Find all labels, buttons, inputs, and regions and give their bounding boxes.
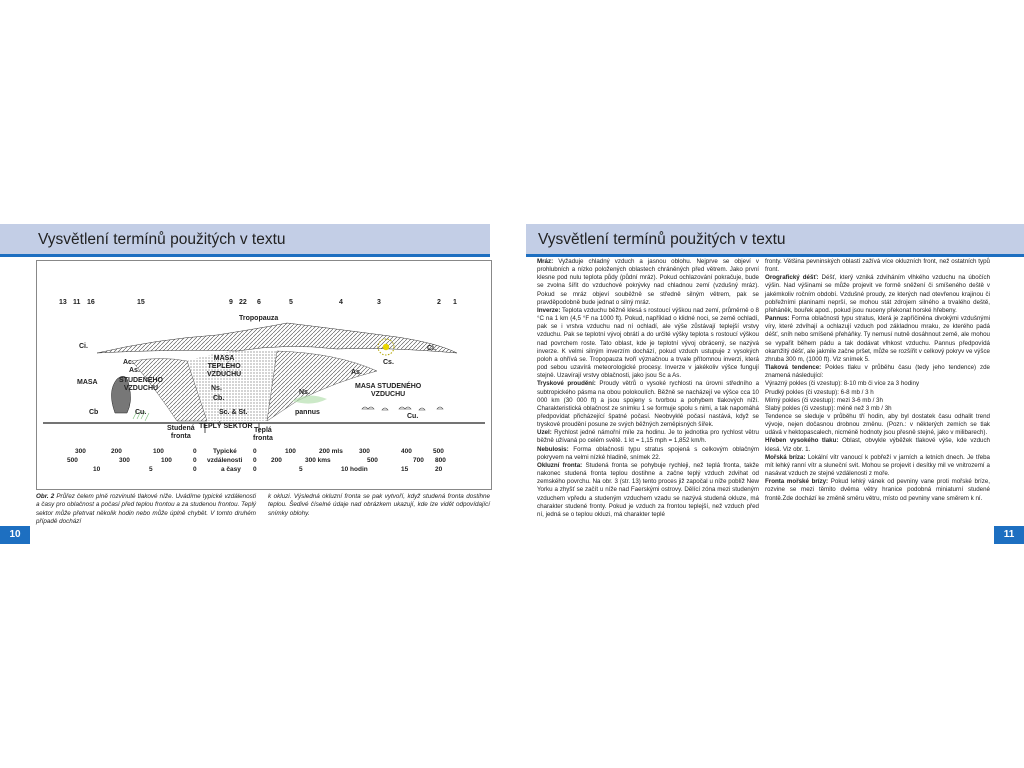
scale-value: 500 — [367, 457, 378, 464]
glossary-definition: Teplota vzduchu běžně klesá s rostoucí výškou nad zemí, průměrně o 8 °C na 1 km (4,5 °F na 1000 ft). Pokud, například o klidné noci, se země ochladí, pak se i vrstva vzduchu nad ní ochladí, ale výše zůstávají teplejší vrstvy vzduchu. Pak se teplotní vývoj obrátí a do určité výšky teplota s rostoucí výškou nad povrchem roste. Tato oblast, kde je teplotní vývoj obrácený, se nazývá inverze. K velmi silným inverzím dochází, pokud vzduch ustupuje z vysokých poloh a ohřívá se. Tropopauza tvoří význačnou a trvale přítomnou inverzi, která pod sebou uzavírá meteorologické procesy. Inverze v jakékoliv výšce fungují stejně. Uzavírají vrstvy oblačnosti, jako jsou Sc a As. — [537, 306, 759, 380]
glossary-definition: Tendence se sleduje v průběhu tří hodin, aby byl dostatek času odhalit trend vývoje, nejen dočasnou drobnou změnu. (Pozn.: v některých zemích se tlak udává v hektopascalech, nicméně hodnoty jsou přesně stejné, jako v milibarech). — [765, 412, 990, 437]
glossary-definition: Prudký pokles (či vzestup): 6-8 mb / 3 h — [765, 388, 874, 396]
snapshot-number: 9 — [229, 299, 233, 306]
scale-label: Typické — [213, 448, 237, 455]
stratocumulus-stratus-label: Sc. & St. — [219, 409, 248, 416]
glossary-definition: Déšť, který vzniká zdviháním vlhkého vzduchu na úbočích výšin. Nad výšinami se může projevit ve formě sněžení či smíšeného deště v jakémkoliv ročním období. Vzdušné proudy, ze kterých nad otevřenou krajinou či pobřežními planinami neprší, se mohou stát zdrojem silného a trvalého deště, přeháněk, bouřek apod., pokud jsou nuceny překonat horské hřebeny. — [765, 274, 991, 314]
cold-front-label: Studená fronta — [167, 425, 195, 440]
snapshot-number: 11 — [73, 299, 81, 306]
glossary-definition: Slabý pokles (či vzestup): méně než 3 mb / 3h — [765, 404, 892, 412]
snapshot-number: 22 — [239, 299, 247, 306]
scale-value: 20 — [435, 466, 443, 473]
snapshot-number: 5 — [289, 299, 293, 306]
glossary-entry — [765, 274, 990, 315]
scale-value: 400 — [401, 448, 412, 455]
scale-value: 100 — [153, 448, 164, 455]
altostratus-label-right: As. — [351, 369, 362, 376]
diagram-graphic — [37, 261, 491, 489]
scale-value: 700 — [413, 457, 424, 464]
glossary-entry — [537, 462, 759, 519]
tropopause-label: Tropopauza — [239, 315, 279, 322]
glossary-term: Mráz: — [537, 258, 554, 265]
pannus-label: pannus — [295, 409, 320, 416]
glossary-term: Okluzní fronta: — [537, 461, 583, 469]
caption-text: Průřez čelem plně rozvinuté tlakové níže. Uvádíme typické vzdálenosti a časy pro oblačnost a počasí před teplou frontou a za studenou frontou. Teplý sektor může přetrvat několik hodin nebo může úplně chybět. V tomto druhém případě dochází — [36, 493, 256, 526]
scale-value: 500 — [433, 448, 444, 455]
glossary-definition: fronty. Většina pevninských oblastí zažívá více okluzních front, než ostatních typů front. — [765, 258, 990, 274]
glossary-term: Pannus: — [765, 315, 790, 323]
glossary-term: Hřeben vysokého tlaku: — [765, 437, 839, 445]
snapshot-number: 13 — [59, 299, 67, 306]
glossary-term: Mořská bríza: — [765, 453, 806, 461]
scale-value: 15 — [401, 466, 409, 473]
scale-value: 0 — [193, 457, 197, 464]
scale-value: 0 — [253, 457, 257, 464]
scale-value: 0 — [253, 448, 257, 455]
cumulonimbus-label-left: Cb — [89, 409, 99, 416]
nimbostratus-label-right: Ns. — [299, 389, 310, 396]
scale-value: 300 — [75, 448, 86, 455]
glossary-entry — [765, 454, 990, 478]
glossary-entry — [765, 258, 990, 274]
cirrus-cloud-sheet — [97, 323, 457, 353]
tendency-line — [765, 389, 990, 397]
glossary-definition: Pokud lehký vánek od pevniny vane proti mořské bríze, rozvine se mezi těmito dvěma větry hranice podobná miniaturní studené frontě.Zde dochází ke změně směru větru, místo od pevniny vane směrem k ní. — [765, 478, 990, 502]
snapshot-number: 3 — [377, 299, 381, 306]
glossary-entry — [537, 446, 759, 462]
figure-caption-part1 — [36, 493, 256, 527]
cumulus-label-left: Cu. — [135, 409, 147, 416]
cumulus-label-right: Cu. — [407, 413, 419, 420]
scale-value: 10 hodin — [341, 466, 368, 473]
scale-value: 100 — [285, 448, 296, 455]
figure-caption-part2: k okluzi. Výsledná okluzní fronta se pak vytvoří, když studená fronta dostihne teplou. Šedivé číselné údaje nad obrázkem ukazují, kde lze vidět odpovídající snímky oblohy. — [268, 493, 490, 517]
warm-sector-label: TEPLÝ SEKTOR — [199, 423, 253, 430]
scale-value: 800 — [435, 457, 446, 464]
glossary-term: Fronta mořské brízy: — [765, 478, 829, 486]
glossary-definition: Forma oblačnosti typu stratus spojená s celkovým oblačným pokryvem na velmi nízké hladině, snímek 22. — [537, 445, 759, 461]
glossary-entry — [537, 380, 759, 429]
cirrus-label-left: Ci. — [79, 343, 88, 350]
right-page — [512, 0, 1024, 768]
scale-value: 500 — [67, 457, 78, 464]
glossary-term: Orografický déšť: — [765, 274, 819, 282]
scale-value: 0 — [253, 466, 257, 473]
glossary-definition: Lokální vítr vanoucí k pobřeží v jarních a letních dnech. Je třeba mít lehký ranní vítr a sluneční svit. Mohou se projevit i desítky mil ve vnitrozemí a nasávat vzduch ze stejné vzdálenosti z moře. — [765, 453, 990, 478]
snapshot-number: 16 — [87, 299, 95, 306]
scale-value: 300 kms — [305, 457, 331, 464]
scale-value: 0 — [193, 448, 197, 455]
figure-number: Obr. 2 — [36, 493, 55, 500]
glossary-definition: Vyžaduje chladný vzduch a jasnou oblohu. Nejprve se objeví v prohlubních a nízko položených oblastech chráněných před větrem. Jako první klesne pod nulu teplota půdy (půdní mráz). Pokud ochlazování pokračuje, bude se zvolna šířit do vzduchové pokrývky nad chladnou zemí (vzdušný mráz). Pokud se mráz objeví souběžně se středně silným větrem, pak se pravděpodobně bude jednat o silný mráz. — [537, 258, 759, 306]
scale-value: 100 — [161, 457, 172, 464]
warm-air-mass-label: MASA TEPLÉHO VZDUCHU — [207, 355, 242, 378]
scale-value: 0 — [193, 466, 197, 473]
glossary-entry — [765, 478, 990, 502]
scale-value: 200 — [271, 457, 282, 464]
glossary-definition: Proudy větrů o vysoké rychlosti na úrovni středního a subtropického pásma na obou polokoulích. Běžně se nacházejí ve výšce cca 10 000 km (30 000 ft) a jsou spojeny s tvorbou a pohybem tlakových níží. Charakteristická oblačnost ze snímku 1 se formuje spolu s nimi, a tak napomáhá předpovídat přicházející špatné počasí. Neobvyklé počasí nastává, když se tryskové proudění posune ze svých běžných zeměpisných šířek. — [537, 380, 760, 429]
glossary-entry — [537, 258, 759, 307]
glossary-definition: Studená fronta se pohybuje rychleji, než teplá fronta, takže nakonec studená fronta teplou dostihne a začne teplý vzduch zdvihat od zemského povrchu. Na obr. 3 (str. 13) tento proces již započal u níže poblíž New Yorku a zhyšť se začít u níže nad Faerskými ostrovy. Dělící zóna mezi studeným vzduchem vpředu a studeným vzduchem vzadu se nazývá studená okluze, má charakter studené fronty. Pokud je vzduch za frontou teplejší, než vzduch před ní, jedná se o teplou okluzi, má charakter teplé — [537, 461, 759, 518]
glossary-entry — [765, 364, 990, 380]
glossary-definition: Forma oblačnosti typu stratus, která je zapříčiněna divokými vzdušnými víry, které zdvíhají a ochlazují vzduch pod základnou mraku, ze kterého padá déšť, sníh nebo smíšené přeháňky. Ty nemusí nutně dosáhnout země, ale mohou se vypařit během pádu a tak dodávat vlhkost vzduchu. Pannus předpovídá okamžitý déšť, ale jakmile začne pršet, může se rozšířit v celkový pokryv ve výšce zhruba 300 m, (1000 ft). Viz snímek 5. — [765, 315, 990, 363]
header-rule-right — [526, 254, 1024, 257]
glossary-definition: Oblast, obvykle výběžek tlakové výše, kde vzduch klesá. Viz obr. 1. — [765, 437, 990, 453]
page-number-left: 10 — [0, 526, 30, 544]
scale-value: 300 — [359, 448, 370, 455]
glossary-entry — [765, 315, 990, 364]
glossary-definition: Rychlost jedné námořní míle za hodinu. Je to jednotka pro rychlost větru běžně užívaná po celém světě. 1 kt = 1,15 mph = 1,852 km/h. — [537, 429, 759, 445]
altocumulus-label: Ac. — [123, 359, 134, 366]
snapshot-number: 15 — [137, 299, 145, 306]
cirrostratus-label: Cs. — [383, 359, 394, 366]
header-rule-left — [0, 254, 490, 257]
scale-value: 300 — [119, 457, 130, 464]
snapshot-number: 2 — [437, 299, 441, 306]
snapshot-number: 1 — [453, 299, 457, 306]
scale-value: 5 — [149, 466, 153, 473]
glossary-entry — [537, 307, 759, 380]
altostratus-label-left: As. — [129, 367, 140, 374]
glossary-entry — [765, 437, 990, 453]
page-title-right: Vysvětlení termínů použitých v textu — [538, 231, 786, 248]
glossary-definition: Výrazný pokles (či vzestup): 8-10 mb či více za 3 hodiny — [765, 380, 920, 388]
snapshot-number: 4 — [339, 299, 343, 306]
weather-front-diagram — [36, 260, 492, 490]
cumulus-small-icons — [362, 407, 443, 410]
scale-label: a časy — [221, 466, 241, 473]
scale-value: 200 — [111, 448, 122, 455]
glossary-entry — [765, 413, 990, 437]
glossary-definition: Mírný pokles (či vzestup): mezi 3-6 mb / 3h — [765, 396, 883, 404]
glossary-term: Uzel: — [537, 429, 552, 437]
glossary-term: Tryskové proudění: — [537, 380, 596, 388]
cumulonimbus-label-mid: Cb. — [213, 395, 225, 402]
cold-air-mass-label-right: MASA STUDENÉHO VZDUCHU — [355, 383, 422, 398]
glossary-term: Inverze: — [537, 306, 561, 314]
scale-value: 200 mls — [319, 448, 343, 455]
tendency-line — [765, 397, 990, 405]
tendency-line — [765, 380, 990, 388]
scale-label: vzdálenosti — [207, 457, 243, 464]
glossary-column-left — [537, 258, 759, 519]
scale-value: 5 — [299, 466, 303, 473]
cirrus-label-right: Ci. — [427, 345, 436, 352]
glossary-definition: Pokles tlaku v průběhu času (tedy jeho tendence) zde znamená následující: — [765, 364, 990, 380]
glossary-term: Nebulosis: — [537, 445, 569, 453]
cold-air-mass-label-left-b: STUDENÉHO VZDUCHU — [119, 377, 163, 392]
glossary-term: Tlaková tendence: — [765, 364, 822, 372]
glossary-column-right — [765, 258, 990, 503]
page-number-right: 11 — [994, 526, 1024, 544]
page-title-left: Vysvětlení termínů použitých v textu — [38, 231, 286, 248]
tendency-line — [765, 405, 990, 413]
cold-air-mass-label-left-a: MASA — [77, 379, 98, 386]
scale-value: 10 — [93, 466, 101, 473]
snapshot-number: 6 — [257, 299, 261, 306]
nimbostratus-label-left: Ns. — [211, 385, 222, 392]
glossary-entry — [537, 429, 759, 445]
warm-front-label: Teplá fronta — [253, 427, 273, 442]
